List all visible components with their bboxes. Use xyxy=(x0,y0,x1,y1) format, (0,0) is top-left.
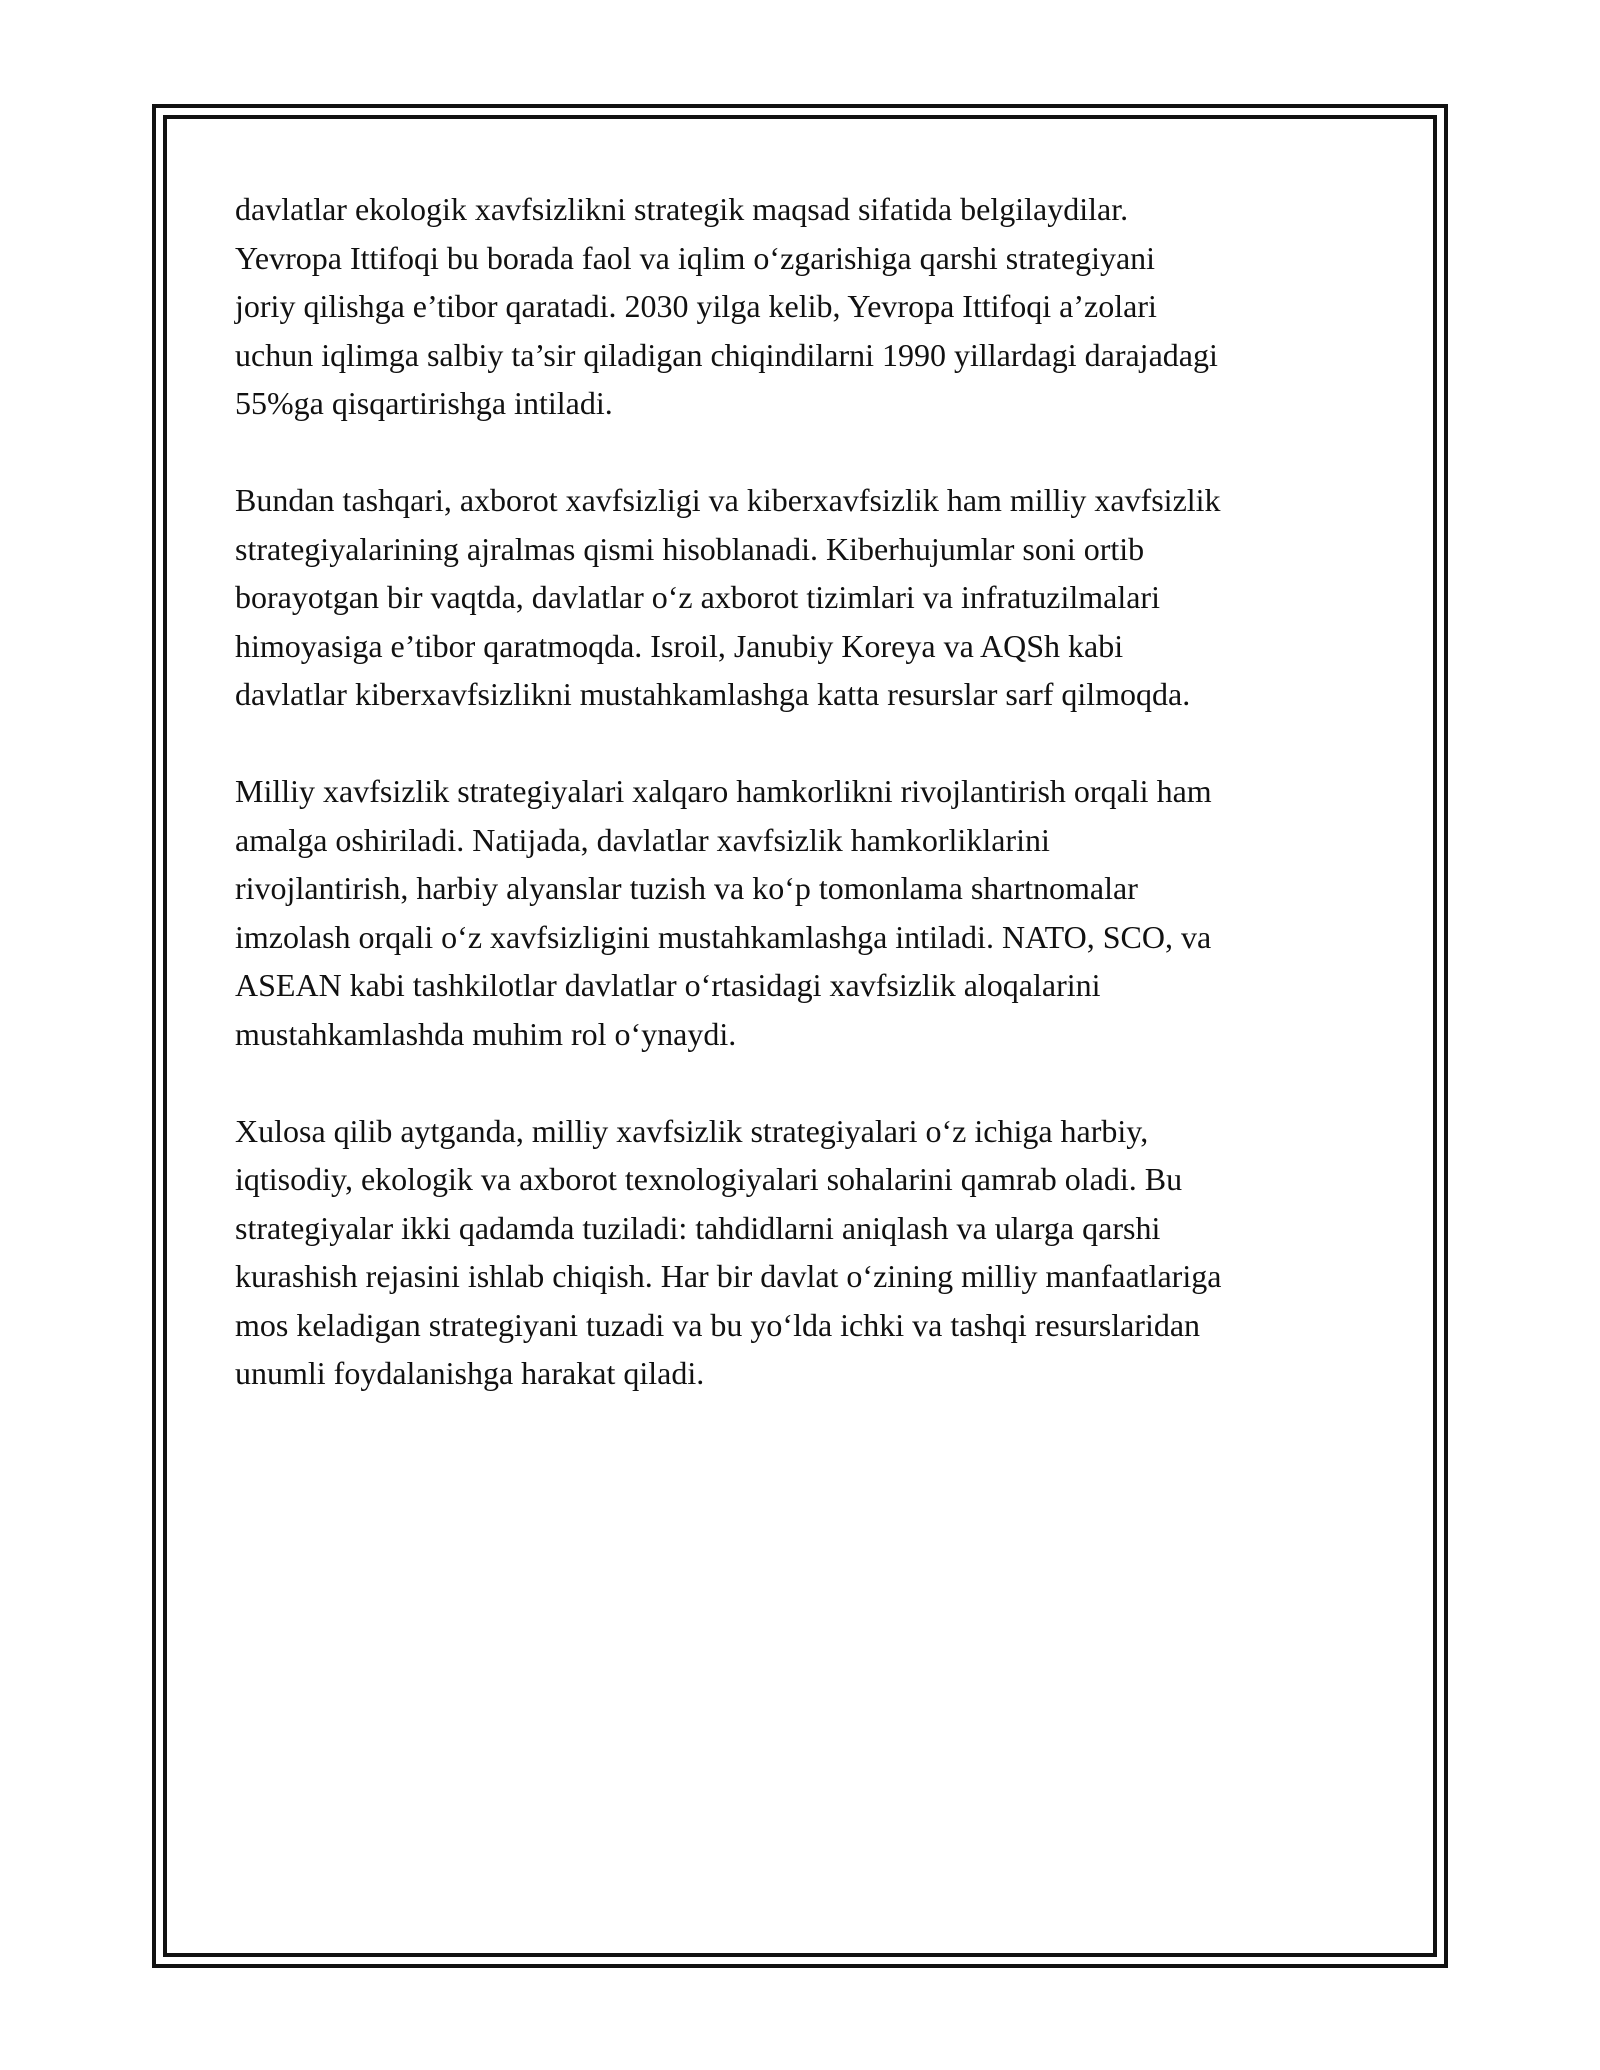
paragraph-cyber-security: Bundan tashqari, axborot xavfsizligi va kiberxavfsizlik ham milliy xavfsizlik strategiyalarining ajralmas qismi hisoblanadi. Kiberhujumlar soni ortib borayotgan bir vaqtda, davlatlar o‘z axborot tizimlari va infratuzilmalari himoyasiga e’tibor qaratmoqda. Isroil, Janubiy Koreya va AQSh kabi davlatlar kiberxavfsizlikni mustahkamlashga katta resurslar sarf qilmoqda. xyxy=(235,482,1221,712)
paragraph-environmental-security: davlatlar ekologik xavfsizlikni strategik maqsad sifatida belgilaydilar. Yevropa Ittifoqi bu borada faol va iqlim o‘zgarishiga qarshi strategiyani joriy qilishga e’tibor qaratadi. 2030 yilga kelib, Yevropa Ittifoqi a’zolari uchun iqlimga salbiy ta’sir qiladigan chiqindilarni 1990 yillardagi darajadagi 55%ga qisqartirishga intiladi. xyxy=(235,191,1218,421)
document-body xyxy=(235,185,1375,1446)
paragraph-international-cooperation: Milliy xavfsizlik strategiyalari xalqaro hamkorlikni rivojlantirish orqali ham amalga oshiriladi. Natijada, davlatlar xavfsizlik hamkorliklarini rivojlantirish, harbiy alyanslar tuzish va ko‘p tomonlama shartnomalar imzolash orqali o‘z xavfsizligini mustahkamlashga intiladi. NATO, SCO, va ASEAN kabi tashkilotlar davlatlar o‘rtasidagi xavfsizlik aloqalarini mustahkamlashda muhim rol o‘ynaydi. xyxy=(235,773,1212,1052)
paragraph-conclusion: Xulosa qilib aytganda, milliy xavfsizlik strategiyalari o‘z ichiga harbiy, iqtisodiy, ekologik va axborot texnologiyalari sohalarini qamrab oladi. Bu strategiyalar ikki qadamda tuziladi: tahdidlarni aniqlash va ularga qarshi kurashish rejasini ishlab chiqish. Har bir davlat o‘zining milliy manfaatlariga mos keladigan strategiyani tuzadi va bu yo‘lda ichki va tashqi resurslaridan unumli foydalanishga harakat qiladi. xyxy=(235,1112,1222,1391)
